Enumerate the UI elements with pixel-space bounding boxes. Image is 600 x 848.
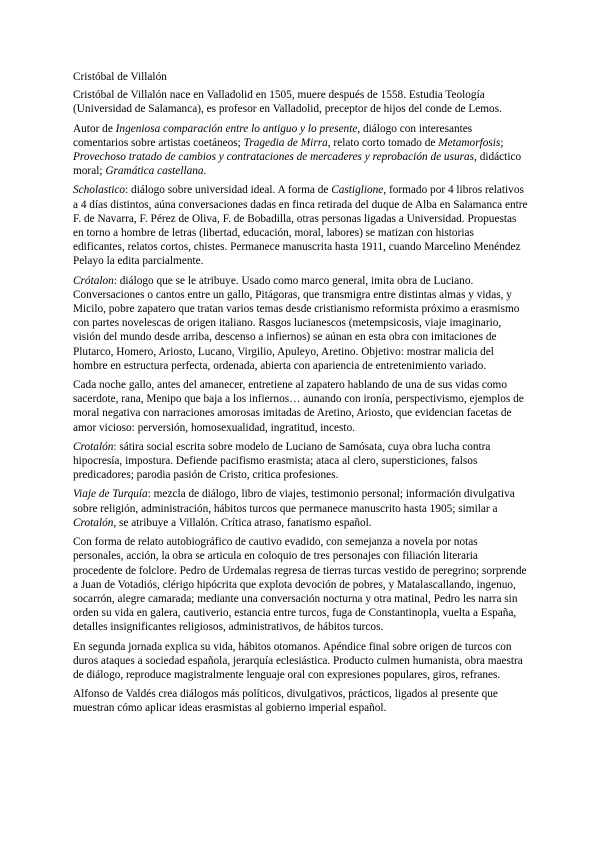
work-title: Gramática castellana bbox=[105, 165, 204, 178]
text-run: Autor de bbox=[73, 122, 116, 135]
paragraph-relato: Con forma de relato autobiográfico de cautivo evadido, con semejanza a novela por notas personales, acción, la obra se articula en coloquio de tres personajes con filiación literaria procedente de folclore. Pedro de Urdemalas regresa de tierras turcas vestido de peregrino; sorprende a Juan de Votadiós, clérigo hipócrita que explota devoción de pobres, y Matalascallando, ingenuo, socarrón, alegre camarada; mediante una conversación nocturna y otra matinal, Pedro les narra sin orden su vida en galera, cautiverio, estancia entre turcos, fuga de Constantinopla, vuelta a España, detalles insignificantes religiosos, administrativos, de hábitos turcos. bbox=[73, 536, 527, 634]
work-title: Scholastico bbox=[73, 184, 126, 197]
work-title: Ingeniosa comparación entre lo antiguo y lo presente bbox=[115, 122, 358, 135]
text-run: ; bbox=[500, 136, 504, 149]
text-run: : sátira social escrita sobre modelo de Luciano de Samósata, cuya obra lucha contra hipocresía, impostura. Defiende pacifismo erasmista; ataca al clero, supersticiones, falsos predicadores; parodia pasión de Cristo, critica profesiones. bbox=[73, 440, 491, 482]
text-run: , se atribuye a Villalón. Crítica atraso, fanatismo español. bbox=[113, 516, 372, 529]
text-run: . bbox=[203, 165, 207, 178]
paragraph-gallo: Cada noche gallo, antes del amanecer, entretiene al zapatero hablando de una de sus vidas como sacerdote, rana, Menipo que baja a los infiernos… aunando con ironía, perspectivismo, ejemplos de moral negativa con narraciones amorosas imitadas de Aretino, Ariosto, que evidencian facetas de amor vicioso: perversión, homosexualidad, ingratitud, incesto. bbox=[73, 379, 524, 434]
text-run: : mezcla de diálogo, libro de viajes, testimonio personal; información divulgativa sobre religión, administración, hábitos turcos que permanece manuscrito hasta 1905; similar a bbox=[73, 488, 515, 515]
paragraph-works bbox=[73, 122, 528, 179]
paragraph-viaje-turquia bbox=[73, 487, 528, 530]
work-title: Crotalón bbox=[73, 440, 114, 453]
paragraph-crotalon bbox=[73, 274, 528, 373]
work-title: Viaje de Turquía bbox=[73, 488, 148, 501]
paragraph-segunda-jornada: En segunda jornada explica su vida, hábitos otomanos. Apéndice final sobre origen de turcos con duros ataques a sociedad española, jerarquía eclesiástica. Producto culmen humanista, obra maestra de diálogo, reproduce magistralmente lenguaje oral con expresiones populares, giros, refranes. bbox=[73, 640, 523, 681]
work-title: Provechoso tratado de cambios y contrataciones de mercaderes y reprobación de usuras bbox=[73, 151, 475, 164]
text-run: : diálogo sobre universidad ideal. A forma de bbox=[125, 184, 332, 197]
paragraph-crotalon-satira bbox=[73, 440, 528, 483]
work-title: Metamorfosis bbox=[438, 136, 501, 149]
text-run: , relato corto tomado de bbox=[327, 136, 439, 149]
work-title: Castiglione bbox=[331, 184, 384, 197]
work-title: Tragedia de Mirra bbox=[243, 136, 328, 149]
document-page bbox=[73, 70, 528, 721]
text-run: , didáctico moral; bbox=[73, 151, 522, 178]
document-title: Cristóbal de Villalón bbox=[73, 71, 167, 83]
text-run: , diálogo con interesantes comentarios sobre artistas coetáneos; bbox=[73, 122, 473, 149]
work-title: Crótalon bbox=[73, 274, 114, 287]
paragraph-biography: Cristóbal de Villalón nace en Valladolid en 1505, muere después de 1558. Estudia Teología (Universidad de Salamanca), es profesor en Valladolid, preceptor de hijos del conde de Lemos. bbox=[73, 89, 502, 116]
text-run: : diálogo que se le atribuye. Usado como marco general, imita obra de Luciano. Conversaciones o cantos entre un gallo, Pitágoras, que transmigra entre distintas almas y vidas, y Micilo, pobre zapatero que tratan varios temas desde cristianismo reformista próximo a erasmismo con partes novelescas de origen italiano. Rasgos lucianescos (metempsicosis, viaje imaginario, visión del mundo desde arriba, descenso a infiernos) se aúnan en esta obra con imitaciones de Plutarco, Homero, Ariosto, Lucano, Virgilio, Apuleyo, Aretino. Objetivo: mostrar malicia del hombre en estructura perfecta, ordenada, abierta con apariencia de entretenimiento variado. bbox=[73, 274, 520, 372]
paragraph-valdes: Alfonso de Valdés crea diálogos más políticos, divulgativos, prácticos, ligados al presente que muestran cómo aplicar ideas erasmistas al gobierno imperial español. bbox=[73, 688, 498, 715]
text-run: , formado por 4 libros relativos a 4 días distintos, aúna conversaciones dadas en finca retirada del duque de Alba en Salamanca entre F. de Navarra, F. Pérez de Oliva, F. de Bobadilla, otras personas ligadas a Universidad. Propuestas en torno a hombre de letras (libertad, educación, moral, labores) se matizan con historias edificantes, relatos cortos, chistes. Permanece manuscrita hasta 1911, cuando Marcelino Menéndez Pelayo la edita parcialmente. bbox=[73, 184, 528, 268]
work-title: Crotalón bbox=[73, 516, 114, 529]
paragraph-scholastico bbox=[73, 183, 528, 268]
